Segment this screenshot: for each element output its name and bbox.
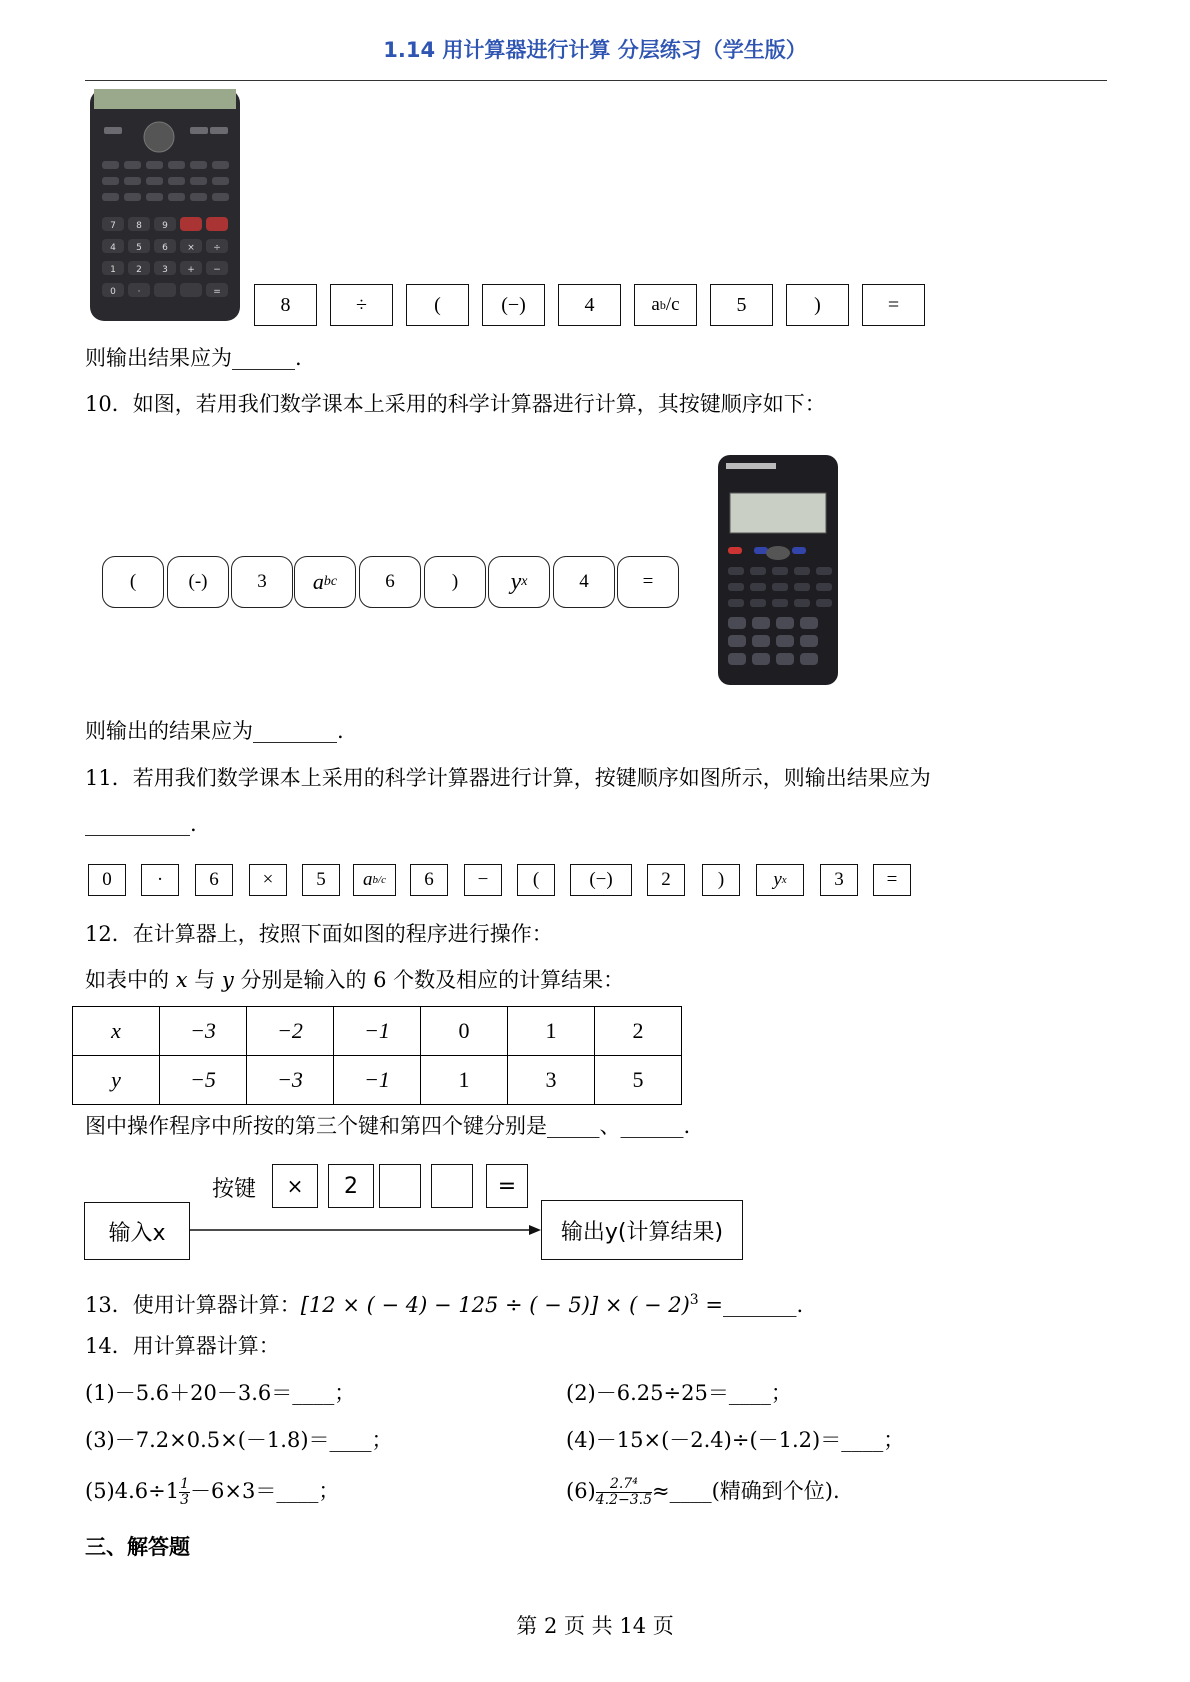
svg-text:0: 0 xyxy=(110,287,116,297)
q11-key-equals: = xyxy=(873,864,911,896)
flow-key-blank-4 xyxy=(431,1164,473,1208)
xy-table xyxy=(72,1006,682,1105)
q14-part-1: (1)－5.6＋20－3.6＝____； xyxy=(85,1381,356,1405)
calculator-image-q9 xyxy=(86,89,246,325)
q11-key-dot: · xyxy=(141,864,179,896)
q10-key-open-paren: ( xyxy=(102,556,164,608)
q11-key-5: 5 xyxy=(302,864,340,896)
q14-p5-pre: (5)4.6÷1 xyxy=(85,1479,180,1503)
q11-key-negative: (−) xyxy=(570,864,632,896)
fraction-numerator: 1 xyxy=(180,1476,190,1492)
table-cell: −1 xyxy=(334,1007,421,1056)
table-cell: 3 xyxy=(508,1056,595,1105)
q11-key-2: 2 xyxy=(647,864,685,896)
q9-key-divide: ÷ xyxy=(330,284,393,326)
q9-key-close-paren: ) xyxy=(786,284,849,326)
svg-text:·: · xyxy=(137,287,141,297)
q14-part-2: (2)－6.25÷25＝____； xyxy=(566,1381,792,1405)
q9-key-negative: (−) xyxy=(482,284,545,326)
fraction-numerator: 2.7⁴ xyxy=(596,1477,652,1493)
svg-text:5: 5 xyxy=(136,243,142,253)
input-label: 输入x xyxy=(108,1220,166,1246)
q11-key-open-paren: ( xyxy=(517,864,555,896)
q9-answer-line: 则输出结果应为______. xyxy=(85,346,302,370)
flow-key-equals: = xyxy=(486,1164,528,1208)
table-row-y xyxy=(73,1056,682,1105)
table-cell: −1 xyxy=(334,1056,421,1105)
q9-key-equals: = xyxy=(862,284,925,326)
q13-exponent: 3 xyxy=(689,1292,699,1308)
section-title: 三、解答题 xyxy=(85,1535,190,1559)
q11-key-minus: − xyxy=(464,864,502,896)
q11-key-6b: 6 xyxy=(410,864,448,896)
svg-text:−: − xyxy=(213,265,221,275)
q14-part-4: (4)－15×(－2.4)÷(－1.2)＝____； xyxy=(566,1428,905,1452)
svg-text:3: 3 xyxy=(162,265,168,275)
q9-key-4: 4 xyxy=(558,284,621,326)
q9-key-5: 5 xyxy=(710,284,773,326)
q10-key-6: 6 xyxy=(359,556,421,608)
q14-p6-post: ≈____(精确到个位). xyxy=(652,1479,840,1503)
table-cell: 0 xyxy=(421,1007,508,1056)
output-box xyxy=(541,1200,743,1260)
svg-text:7: 7 xyxy=(110,221,116,231)
q9-key-fraction: a b /c xyxy=(634,284,697,326)
svg-text:9: 9 xyxy=(162,221,168,231)
q11-key-6: 6 xyxy=(195,864,233,896)
q11-key-close-paren: ) xyxy=(702,864,740,896)
header-divider xyxy=(85,80,1107,81)
q9-key-8: 8 xyxy=(254,284,317,326)
flow-key-2: 2 xyxy=(328,1164,374,1208)
svg-text:÷: ÷ xyxy=(213,243,221,253)
q10-key-close-paren: ) xyxy=(424,556,486,608)
q11-text: 11．若用我们数学课本上采用的科学计算器进行计算，按键顺序如图所示，则输出结果应为 xyxy=(85,766,931,790)
q12-question: 图中操作程序中所按的第三个键和第四个键分别是_____、______. xyxy=(85,1114,691,1138)
q11-key-3: 3 xyxy=(820,864,858,896)
q11-blank-line: __________. xyxy=(85,812,197,836)
q14-p6-fraction xyxy=(596,1477,652,1508)
table-cell: −3 xyxy=(247,1056,334,1105)
svg-text:×: × xyxy=(187,243,195,253)
table-cell: −2 xyxy=(247,1007,334,1056)
svg-text:8: 8 xyxy=(136,221,142,231)
q11-key-fraction: a b/c xyxy=(353,864,396,896)
table-cell: x xyxy=(73,1007,160,1056)
table-cell: 1 xyxy=(421,1056,508,1105)
svg-text:=: = xyxy=(213,287,221,297)
q10-key-equals: = xyxy=(617,556,679,608)
q10-text: 10．如图，若用我们数学课本上采用的科学计算器进行计算，其按键顺序如下： xyxy=(85,392,826,416)
svg-text:6: 6 xyxy=(162,243,168,253)
q13-tail: =_______. xyxy=(698,1293,804,1317)
q9-key-open-paren: ( xyxy=(406,284,469,326)
q10-key-negative: (-) xyxy=(167,556,229,608)
table-cell: −3 xyxy=(160,1007,247,1056)
q14-part-5 xyxy=(85,1477,339,1508)
table-cell: −5 xyxy=(160,1056,247,1105)
fraction-denominator: 3 xyxy=(180,1492,190,1508)
table-cell: y xyxy=(73,1056,160,1105)
q10-answer-line: 则输出的结果应为________. xyxy=(85,719,344,743)
q13-line xyxy=(85,1286,803,1319)
q11-key-multiply: × xyxy=(249,864,287,896)
q14-p5-fraction xyxy=(179,1477,190,1508)
q11-key-power: y x xyxy=(756,864,804,896)
q14-p5-post: －6×3＝____； xyxy=(190,1479,340,1503)
svg-text:1: 1 xyxy=(110,265,116,275)
q14-part-3: (3)－7.2×0.5×(－1.8)＝____； xyxy=(85,1428,393,1452)
q10-key-fraction: a bc xyxy=(294,556,356,608)
flow-key-multiply: × xyxy=(272,1164,318,1208)
flow-arrow xyxy=(189,1222,541,1242)
q14-text: 14．用计算器计算： xyxy=(85,1334,280,1358)
table-cell: 2 xyxy=(595,1007,682,1056)
input-box xyxy=(84,1202,190,1260)
keys-label: 按键 xyxy=(212,1177,257,1202)
q14-part-6 xyxy=(566,1477,840,1508)
q12-table-intro: 如表中的 x 与 y 分别是输入的 6 个数及相应的计算结果： xyxy=(85,968,625,992)
svg-text:2: 2 xyxy=(136,265,142,275)
table-cell: 1 xyxy=(508,1007,595,1056)
q14-p6-pre: (6) xyxy=(566,1479,596,1503)
svg-text:+: + xyxy=(187,265,195,275)
svg-text:4: 4 xyxy=(110,243,116,253)
flow-key-blank-3 xyxy=(379,1164,421,1208)
table-row-x xyxy=(73,1007,682,1056)
q13-text: 13．使用计算器计算： xyxy=(85,1293,301,1317)
q12-text: 12．在计算器上，按照下面如图的程序进行操作： xyxy=(85,922,553,946)
q11-key-0: 0 xyxy=(88,864,126,896)
output-label: 输出y(计算结果) xyxy=(560,1219,724,1245)
fraction-denominator: 4.2−3.5 xyxy=(595,1492,653,1508)
q13-expression: [12 × ( − 4) − 125 ÷ ( − 5)] × ( − 2) xyxy=(300,1293,690,1317)
q10-key-3: 3 xyxy=(231,556,293,608)
page-footer: 第 2 页 共 14 页 xyxy=(516,1614,674,1638)
q10-key-power: y x xyxy=(488,556,550,608)
table-cell: 5 xyxy=(595,1056,682,1105)
q10-key-4: 4 xyxy=(553,556,615,608)
calculator-image-q10 xyxy=(714,453,842,689)
page-header-title: 1.14 用计算器进行计算 分层练习（学生版） xyxy=(383,38,807,62)
